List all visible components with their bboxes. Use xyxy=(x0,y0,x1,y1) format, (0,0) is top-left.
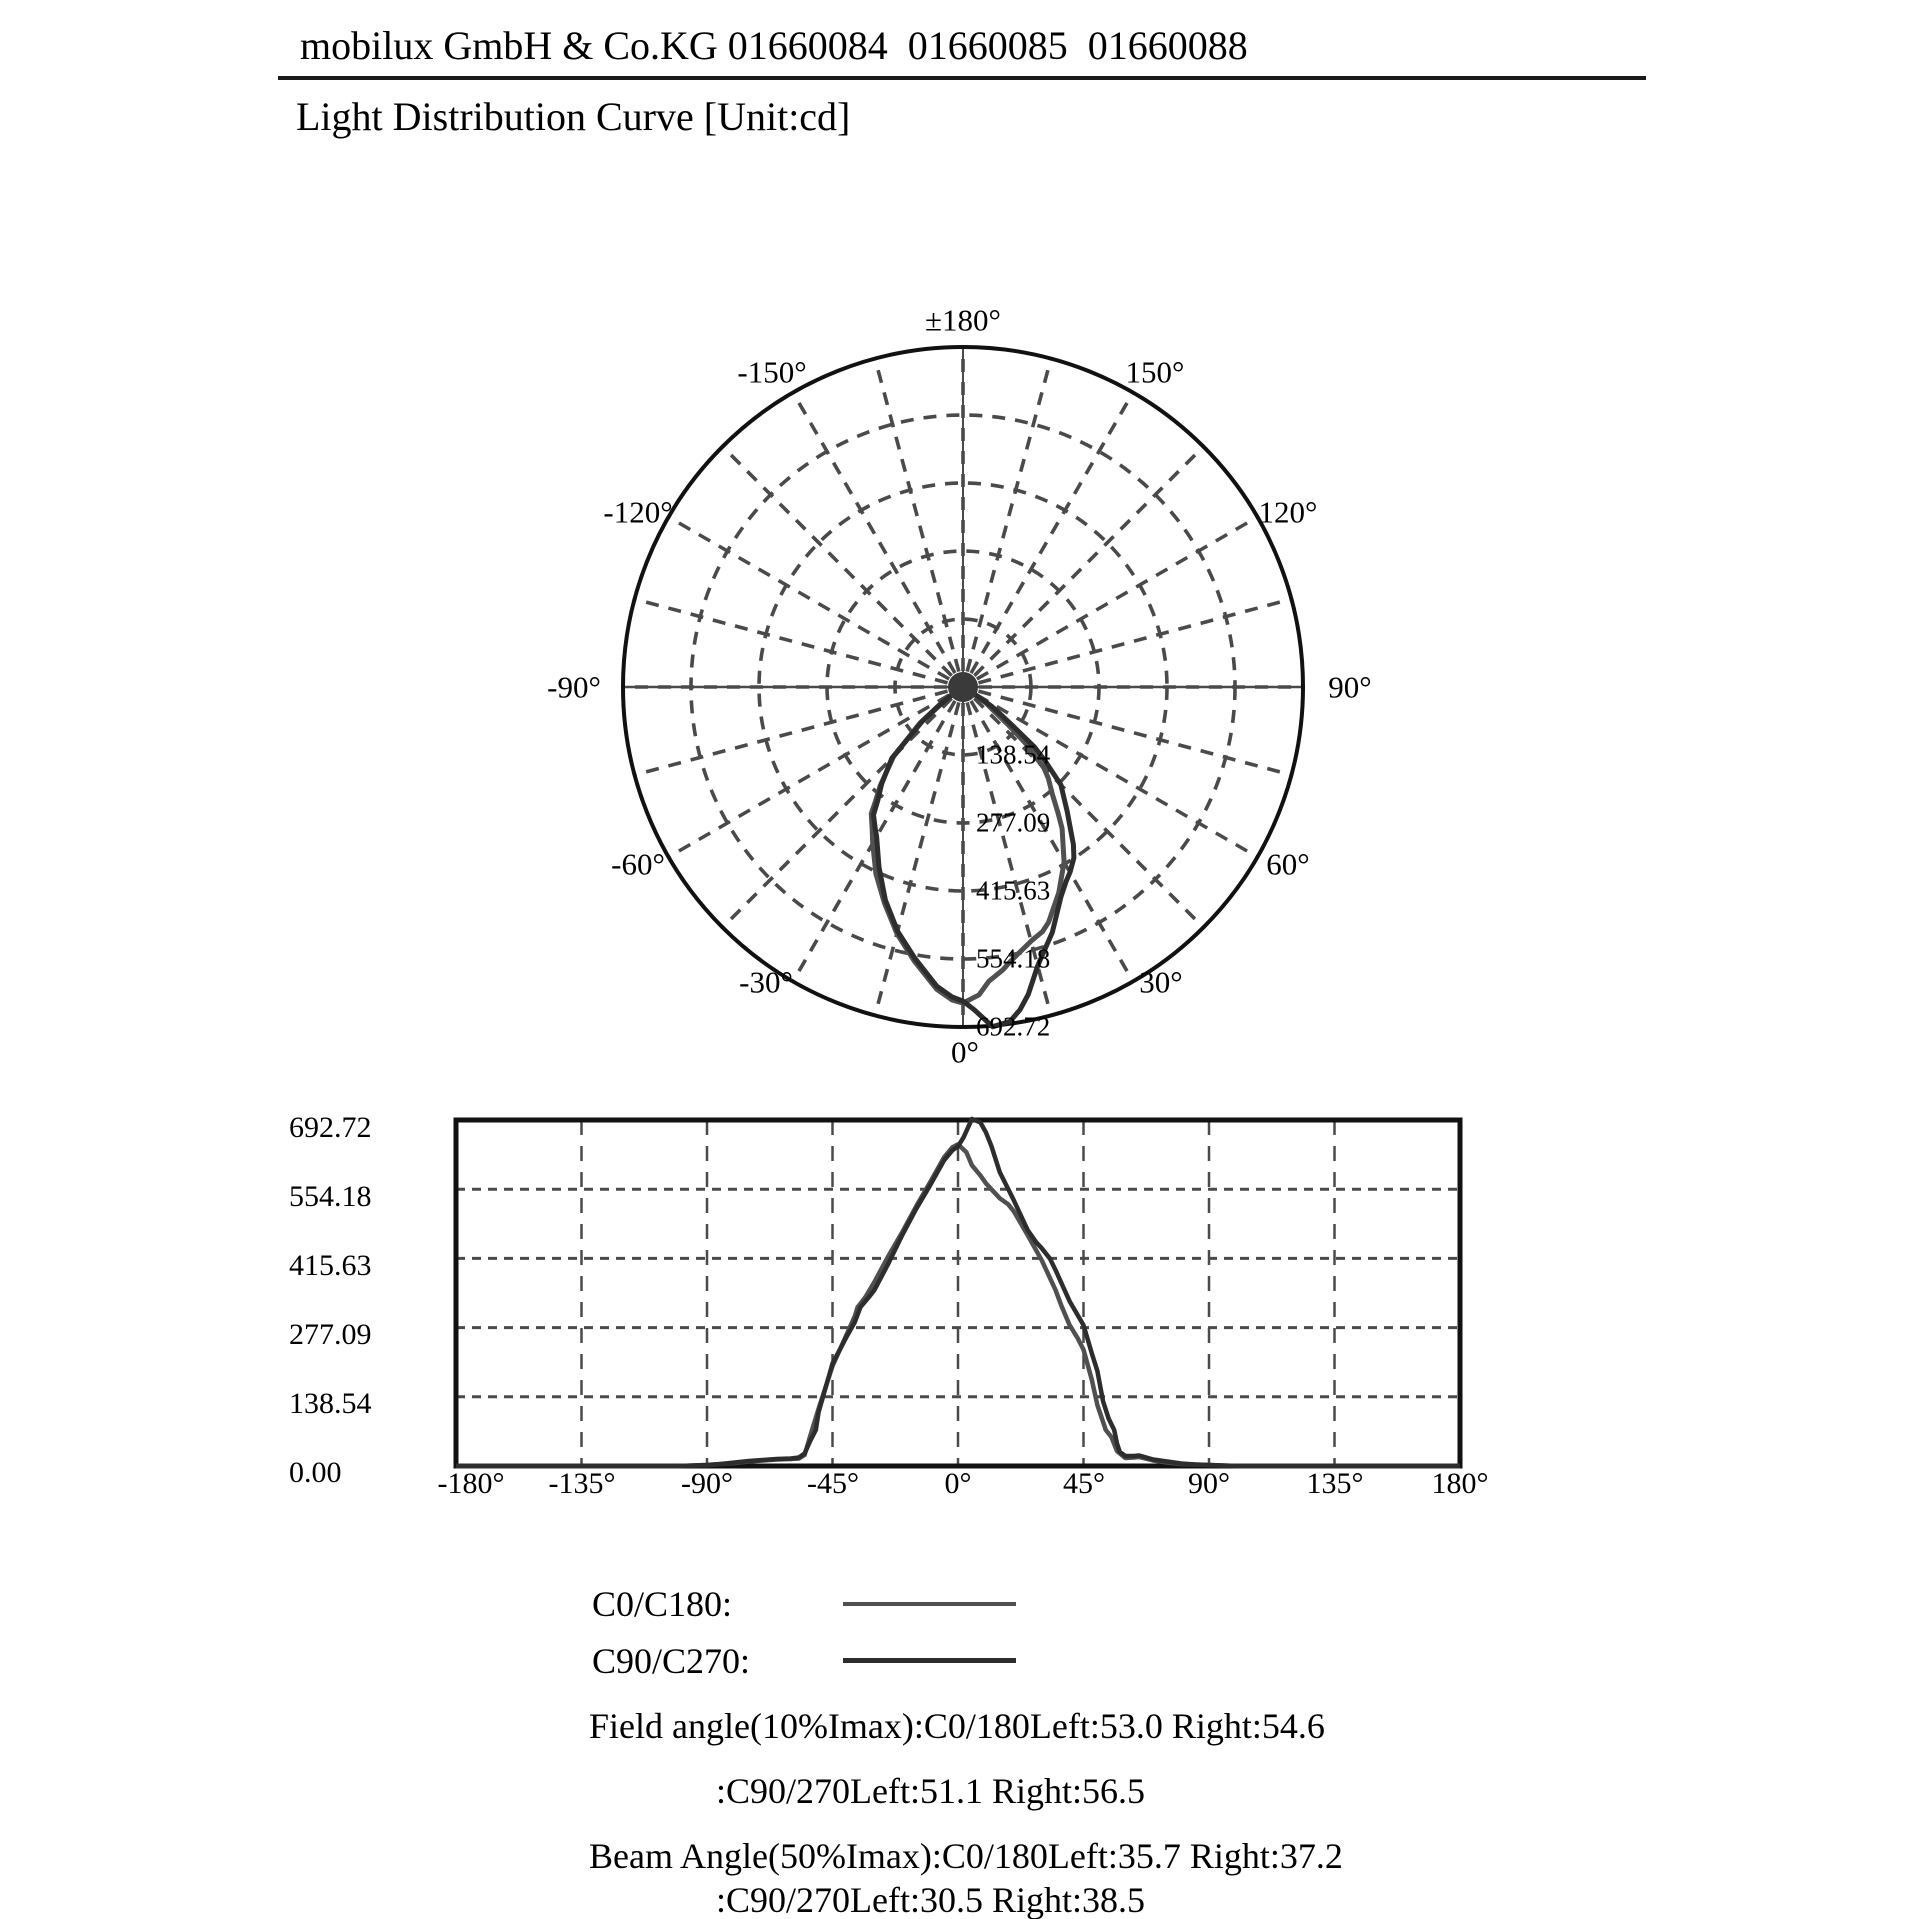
beam-angle-line-c0: Beam Angle(50%Imax):C0/180Left:35.7 Right:37.2 xyxy=(589,1836,1343,1876)
polar-ring-label-1: 138.54 xyxy=(976,739,1051,770)
x-tick-90: 90° xyxy=(1188,1467,1230,1500)
y-tick-692: 692.72 xyxy=(289,1111,372,1144)
y-tick-0: 0.00 xyxy=(289,1456,342,1489)
polar-angle-label-neg30: -30° xyxy=(739,964,793,1000)
page-title: Light Distribution Curve [Unit:cd] xyxy=(296,94,851,139)
polar-angle-label-120: 120° xyxy=(1258,494,1318,530)
x-tick-45: 45° xyxy=(1063,1467,1105,1500)
x-tick-neg90: -90° xyxy=(681,1467,733,1500)
header-company-line: mobilux GmbH & Co.KG 01660084 01660085 01660088 xyxy=(300,23,1248,68)
header-rule xyxy=(278,76,1646,80)
polar-light-distribution-chart xyxy=(558,279,1368,1095)
x-tick-neg135: -135° xyxy=(548,1467,616,1500)
polar-angle-label-0: 0° xyxy=(951,1034,979,1070)
x-tick-135: 135° xyxy=(1306,1467,1364,1500)
field-angle-line-c90: :C90/270Left:51.1 Right:56.5 xyxy=(716,1771,1145,1811)
y-tick-415: 415.63 xyxy=(289,1249,372,1282)
x-tick-0: 0° xyxy=(944,1467,972,1500)
polar-angle-label-neg150: -150° xyxy=(737,354,807,390)
polar-angle-label-150: 150° xyxy=(1125,354,1185,390)
polar-angle-label-neg90: -90° xyxy=(547,669,601,705)
polar-ring-label-3: 415.63 xyxy=(976,875,1051,906)
y-tick-277: 277.09 xyxy=(289,1318,372,1351)
field-angle-line-c0: Field angle(10%Imax):C0/180Left:53.0 Right:54.6 xyxy=(589,1706,1325,1746)
legend-swatch-c90-c270 xyxy=(843,1658,1016,1663)
intensity-vs-angle-chart xyxy=(450,1105,1470,1480)
polar-ring-label-5: 692.72 xyxy=(976,1011,1051,1042)
x-tick-neg180: -180° xyxy=(437,1467,505,1500)
x-tick-180: 180° xyxy=(1431,1467,1489,1500)
polar-angle-label-30: 30° xyxy=(1139,964,1183,1000)
polar-angle-label-neg60: -60° xyxy=(611,846,665,882)
polar-angle-label-neg120: -120° xyxy=(603,494,673,530)
beam-angle-line-c90: :C90/270Left:30.5 Right:38.5 xyxy=(716,1880,1145,1919)
polar-angle-label-60: 60° xyxy=(1266,846,1310,882)
polar-ring-label-4: 554.18 xyxy=(976,943,1051,974)
legend-swatch-c0-c180 xyxy=(843,1602,1016,1606)
polar-angle-label-90: 90° xyxy=(1328,669,1372,705)
y-tick-138: 138.54 xyxy=(289,1387,372,1420)
polar-angle-label-180: ±180° xyxy=(925,302,1001,338)
polar-ring-label-2: 277.09 xyxy=(976,807,1051,838)
legend-label-c0-c180: C0/C180: xyxy=(592,1584,733,1624)
legend-label-c90-c270: C90/C270: xyxy=(592,1641,751,1681)
x-tick-neg45: -45° xyxy=(807,1467,859,1500)
y-tick-554: 554.18 xyxy=(289,1180,372,1213)
